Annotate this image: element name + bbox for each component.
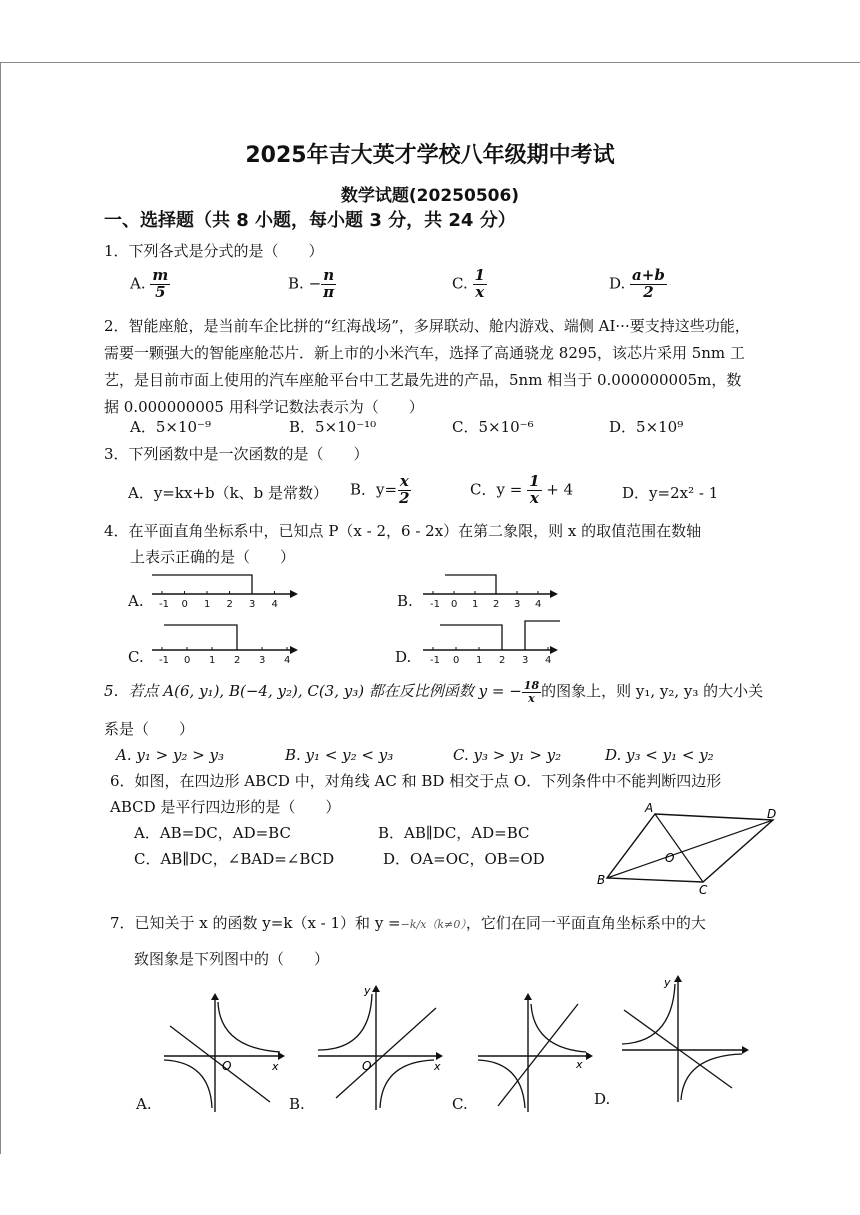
q7-option-a-label: A. — [136, 1095, 152, 1113]
q5-option-d: D. y₃ < y₁ < y₂ — [605, 746, 714, 764]
q3-option-a: A．y=kx+b（k、b 是常数） — [128, 484, 329, 502]
q2-option-b: B．5×10⁻¹⁰ — [289, 418, 377, 436]
q6-option-a: A．AB=DC，AD=BC — [134, 824, 291, 842]
q1-option-c: C. $\frac{1}{x}$ — [452, 266, 485, 301]
q4-stem-line1: 4．在平面直角坐标系中，已知点 P（x - 2，6 - 2x）在第二象限，则 x 的取值范围在数轴 — [104, 522, 702, 540]
q3-stem: 3．下列函数中是一次函数的是（ ） — [104, 445, 369, 463]
tick-label: -1 — [430, 599, 440, 610]
section-heading: 一、选择题（共 8 小题，每小题 3 分，共 24 分） — [104, 210, 516, 231]
q7-option-d-label: D. — [594, 1090, 611, 1108]
tick-label: -1 — [159, 655, 169, 666]
q4-number-lines — [140, 565, 560, 675]
tick-label: 3 — [514, 599, 521, 610]
tick-label: 1 — [209, 655, 216, 666]
q7-graph-c — [476, 990, 601, 1115]
q6-option-b: B．AB∥DC，AD=BC — [378, 824, 530, 842]
q7-stem-line1: 7．已知关于 x 的函数 y=k（x - 1）和 y =−k/x（k≠0），它们在同一平面直角坐标系中的大 — [110, 914, 706, 932]
q7-graph-a — [160, 990, 285, 1115]
q7-option-c-label: C. — [452, 1095, 468, 1113]
q6-stem-line1: 6．如图，在四边形 ABCD 中，对角线 AC 和 BD 相交于点 O．下列条件中不能判断四边形 — [110, 772, 722, 790]
tick-label: 1 — [472, 599, 479, 610]
q1-d-fraction: $\frac{a+b}{2}$ — [632, 266, 665, 301]
q7-b-y: y — [364, 984, 371, 997]
q7-graph-d — [620, 970, 750, 1105]
q4-numberline-c — [152, 625, 298, 654]
q7-d-y: y — [664, 976, 671, 989]
tick-label: 1 — [204, 599, 211, 610]
q1-c-fraction: $\frac{1}{x}$ — [474, 266, 485, 301]
tick-label: 3 — [522, 655, 529, 666]
q5-fraction: $\frac{18}{x}$ — [523, 679, 540, 705]
q4-option-a-label: A. — [128, 592, 144, 610]
q1-option-d: D. $\frac{a+b}{2}$ — [609, 266, 665, 301]
q1-a-fraction: $\frac{m}{5}$ — [152, 266, 169, 301]
q2-option-c: C．5×10⁻⁶ — [452, 418, 534, 436]
tick-label: 2 — [493, 599, 500, 610]
tick-label: -1 — [159, 599, 169, 610]
tick-label: 4 — [545, 655, 552, 666]
q7-b-x: x — [434, 1060, 441, 1073]
q5-option-b: B. y₁ < y₂ < y₃ — [285, 746, 394, 764]
tick-label: 3 — [259, 655, 266, 666]
q7-option-b-label: B. — [289, 1095, 305, 1113]
q6-option-c: C．AB∥DC，∠BAD=∠BCD — [134, 850, 335, 868]
tick-label: 2 — [234, 655, 241, 666]
q7-b-origin: O — [362, 1059, 372, 1073]
q5-option-c: C. y₃ > y₁ > y₂ — [453, 746, 562, 764]
exam-title: 2025年吉大英才学校八年级期中考试 — [245, 143, 615, 168]
tick-label: 0 — [451, 599, 458, 610]
q4-numberline-d — [423, 621, 560, 654]
tick-label: 4 — [284, 655, 291, 666]
q5-stem-line2: 系是（ ） — [104, 720, 195, 738]
q7-stem-line2: 致图象是下列图中的（ ） — [134, 950, 330, 968]
q7-c-x: x — [576, 1058, 583, 1071]
tick-label: 4 — [535, 599, 542, 610]
tick-label: 3 — [249, 599, 256, 610]
tick-label: 2 — [226, 599, 233, 610]
q6-label-d: D — [767, 807, 777, 821]
q5-option-a: A. y₁ > y₂ > y₃ — [116, 746, 225, 764]
tick-label: 0 — [453, 655, 460, 666]
q6-option-d: D．OA=OC，OB=OD — [383, 850, 545, 868]
q1-option-a — [130, 268, 170, 301]
q7-a-x: x — [272, 1060, 279, 1073]
q5-stem-line1: 5．若点 A(6, y₁), B(−4, y₂), C(3, y₃) 都在反比例函数 y = − $\frac{18}{x}$ 的图象上，则 y₁, y₂, y₃ 的大小关 — [104, 679, 764, 705]
q2-option-d: D．5×10⁹ — [609, 418, 684, 436]
q6-label-c: C — [699, 883, 708, 895]
q4-numberline-a — [152, 575, 298, 598]
q7-a-origin: O — [222, 1059, 232, 1073]
tick-label: 4 — [271, 599, 278, 610]
q6-stem-line2: ABCD 是平行四边形的是（ ） — [110, 798, 341, 816]
q7-graph-b — [316, 980, 446, 1115]
q6-label-b: B — [597, 873, 606, 887]
q2-option-a: A．5×10⁻⁹ — [130, 418, 211, 436]
q3-option-d: D．y=2x² - 1 — [622, 484, 719, 502]
q3-option-b: B．y= $\frac{x}{2}$ — [350, 472, 410, 507]
q2-stem: 2．智能座舱，是当前车企比拼的“红海战场”，多屏联动、舱内游戏、端侧 AI···要支持这些功能，需要一颗强大的智能座舱芯片．新上市的小米汽车，选择了高通骁龙 8295，该芯片采用 5nm 工艺，是目前市面上使用的汽车座舱平台中工艺最先进的产品，5nm 相当于 0.000000005m，数据 0.000000005 用科学记数法表示为（ ） — [104, 317, 750, 416]
q6-quadrilateral-figure — [595, 800, 795, 895]
q4-stem-line2: 上表示正确的是（ ） — [130, 548, 296, 566]
q1-a-label: A. — [130, 274, 146, 293]
q1-b-fraction: $\frac{n}{\pi}$ — [323, 266, 335, 301]
q6-label-a: A — [645, 801, 654, 815]
q6-label-o: O — [665, 851, 675, 865]
q1-option-b: B. − $\frac{n}{\pi}$ — [288, 266, 335, 301]
tick-label: 0 — [181, 599, 188, 610]
tick-label: 0 — [184, 655, 191, 666]
q1-stem: 1．下列各式是分式的是（ ） — [104, 242, 324, 260]
tick-label: 2 — [499, 655, 506, 666]
q4-option-b-label: B. — [397, 592, 413, 610]
tick-label: 1 — [476, 655, 483, 666]
tick-label: -1 — [430, 655, 440, 666]
q4-option-c-label: C. — [128, 648, 144, 666]
q4-option-d-label: D. — [395, 648, 412, 666]
q4-numberline-b — [423, 575, 558, 598]
q3-option-c: C．y = $\frac{1}{x}$ + 4 — [470, 472, 574, 507]
exam-subtitle: 数学试题(20250506) — [340, 186, 520, 206]
